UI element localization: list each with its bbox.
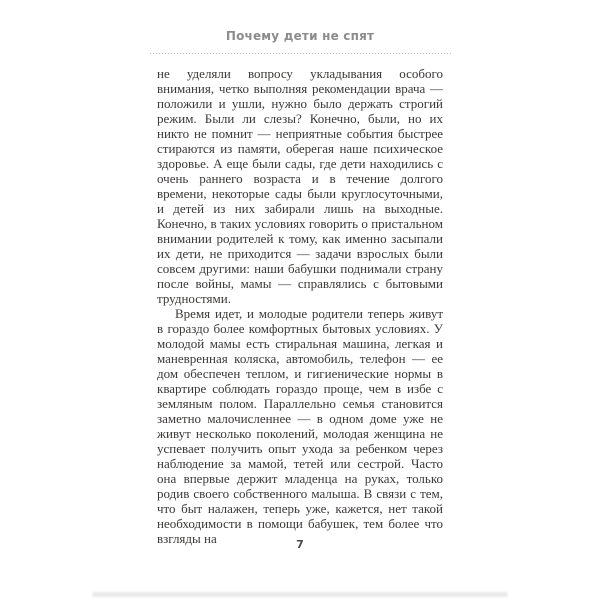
header-dotted-rule <box>150 53 453 54</box>
running-head: Почему дети не спят <box>225 29 375 43</box>
paragraph: Время идет, и молодые родители теперь живут в гораздо более комфортных бытовых условиях. У молодой мамы есть стиральная машина, легкая и маневренная коляска, автомобиль, телефон — ее дом обеспечен теплом, и гигиенические нормы в квартире соблюдать гораздо проще, чем в избе с земляным полом. Параллельно семья становится заметно малочисленнее — в одном доме уже не живут несколько поколений, молодая женщина не успевает получить опыт ухода за ребенком через наблюдение за мамой, тетей или сестрой. Часто она впервые держит младенца на руках, только родив своего собственного малыша. В связи с тем, что быт налажен, теперь уже, кажется, нет такой необходимости в помощи бабушек, тем более что взгляды на <box>157 306 443 546</box>
paragraph: не уделяли вопросу укладывания особого внимания, четко выполняя рекомендации врача — положили и ушли, нужно было держать строгий режим. Были ли слезы? Конечно, были, но их никто не помнит — неприятные события быстрее стираются из памяти, оберегая наше психическое здоровье. А еще были сады, где дети находились с очень раннего возраста и в течение долгого времени, некоторые сады были круглосуточными, и детей из них забирали лишь на выходные. Конечно, в таких условиях говорить о пристальном внимании родителей к тому, как именно засыпали их дети, не приходится — задачи взрослых были совсем другими: наши бабушки поднимали страну после войны, мамы — справлялись с бытовыми трудностями. <box>157 66 443 306</box>
page-bottom-edge-shadow <box>92 592 508 597</box>
page-number: 7 <box>296 538 304 551</box>
body-text-column <box>157 66 443 546</box>
